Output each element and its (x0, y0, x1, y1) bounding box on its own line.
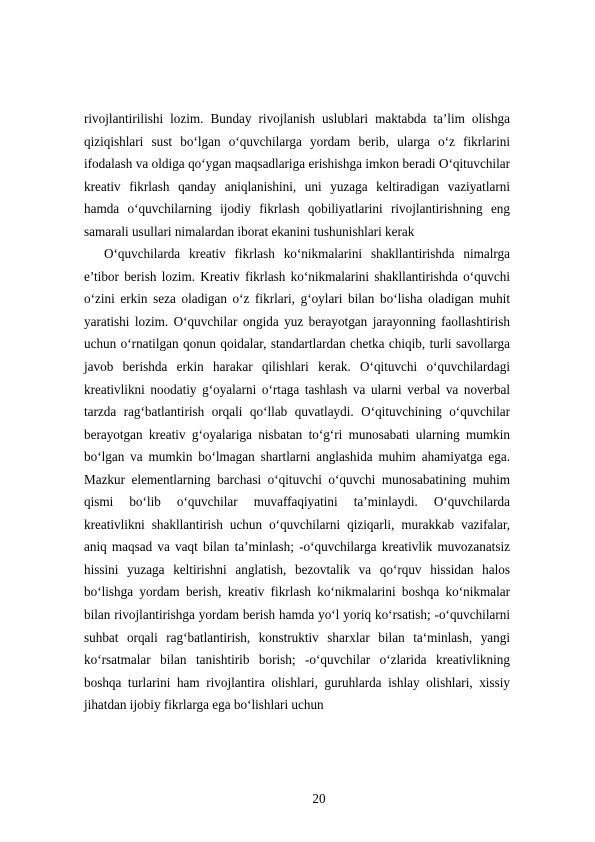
paragraph-continuation: rivojlantirilishi lozim. Bunday rivojlanish uslublari maktabda ta’lim olishga qiziqishlari sust bo‘lgan o‘quvchilarga yordam berib, ularga o‘z fikrlarini ifodalash va oldiga qo‘ygan maqsadlariga erishishga imkon beradi O‘qituvchilar kreativ fikrlash qanday aniqlanishini, uni yuzaga keltiradigan vaziyatlarni hamda o‘quvchilarning ijodiy fikrlash qobiliyatlarini rivojlantirishning eng samarali usullari nimalardan iborat ekanini tushunishlari kerak (84, 111, 510, 239)
paragraph-kreativ-fikrlash: O‘quvchilarda kreativ fikrlash ko‘nikmalarini shakllantirishda nimalrga e’tibor berish lozim. Kreativ fikrlash ko‘nikmalarini shakllantirishda o‘quvchi o‘zini erkin seza oladigan o‘z fikrlari, g‘oylari bilan bo‘lisha oladigan muhit yaratishi lozim. O‘quvchilar ongida yuz berayotgan jarayonning faollashtirish uchun o‘rnatilgan qonun qoidalar, standartlardan chetka chiqib, turli savollarga javob berishda erkin harakar qilishlari kerak. O‘qituvchi o‘quvchilardagi kreativlikni noodatiy g‘oyalarni o‘rtaga tashlash va ularni verbal va noverbal tarzda rag‘batlantirish orqali qo‘llab quvatlaydi. O‘qituvchining o‘quvchilar berayotgan kreativ g‘oyalariga nisbatan to‘g‘ri munosabati ularning mumkin bo‘lgan va mumkin bo‘lmagan shartlarni anglashida muhim ahamiyatga ega. Mazkur elementlarning barchasi o‘qituvchi o‘quvchi munosabatining muhim qismi bo‘lib o‘quvchilar muvaffaqiyatini ta’minlaydi. O‘quvchilarda kreativlikni shakllantirish uchun o‘quvchilarni qiziqarli, murakkab vazifalar, aniq maqsad va vaqt bilan ta’minlash; -o‘quvchilarga kreativlik muvozanatsiz hissini yuzaga keltirishni anglatish, bezovtalik va qo‘rquv hissidan halos bo‘lishga yordam berish, kreativ fikrlash ko‘nikmalarini boshqa ko‘nikmalar bilan rivojlantirishga yordam berish hamda yo‘l yoriq ko‘rsatish; -o‘quvchilarni suhbat orqali rag‘batlantirish, konstruktiv sharxlar bilan ta‘minlash, yangi ko‘rsatmalar bilan tanishtirib borish; -o‘quvchilar o‘zlarida kreativlikning boshqa turlarini ham rivojlantira olishlari, guruhlarda ishlay olishlari, xissiy jihatdan ijobiy fikrlarga ega bo‘lishlari uchun (84, 246, 510, 713)
page-number: 20 (312, 791, 326, 806)
body-text (84, 108, 510, 717)
